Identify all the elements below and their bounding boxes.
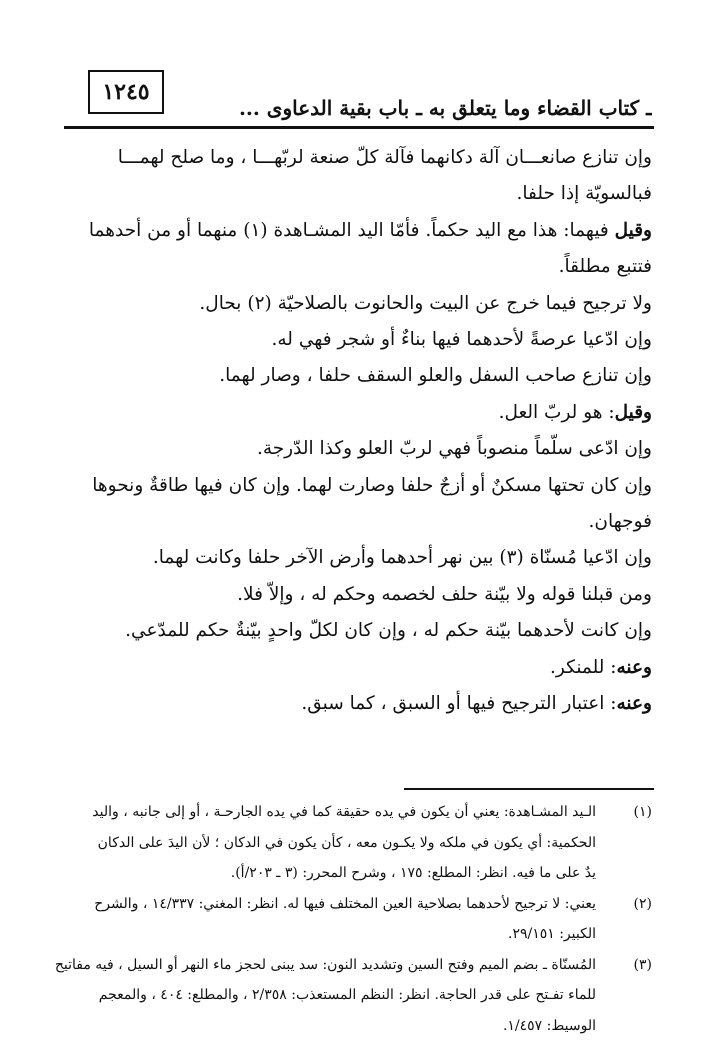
text-line: وإن تنازع صاحب السفل والعلو السقف حلفا ، وصار لهما.	[219, 365, 652, 387]
paragraph	[66, 286, 652, 322]
text-line: ولا ترجيح فيما خرج عن البيت والحانوت بالصلاحيّة (٢) بحال.	[199, 292, 652, 314]
footnote-line: الـيد المشـاهدة: يعني أن يكون في يده حقيقة كما في يده الجارحـة ، أو إلى جانبه ، واليد	[92, 804, 596, 820]
keyword: وعنه	[616, 693, 652, 715]
footnote-line: الوسيط: ١/٤٥٧.	[502, 1017, 596, 1034]
text-run: فيهما: هذا مع اليد حكماً. فأمّا اليد المشـاهدة (١) منهما أو من أحدهما	[88, 219, 615, 241]
footnotes	[54, 797, 652, 1041]
page-number: ١٢٤٥	[88, 70, 164, 114]
footnote-rule	[404, 788, 654, 790]
running-title: ـ كتاب القضاء وما يتعلق به ـ باب بقية الدعاوى ...	[238, 96, 652, 120]
text-line: وإن ادّعى سلّماً منصوباً فهي لربّ العلو وكذا الدّرجة.	[256, 438, 652, 460]
footnote	[54, 950, 652, 1042]
text-line: وإن كانت لأحدهما بيّنة حكم له ، وإن كان لكلّ واحدٍ بيّنةٌ حكم للمدّعي.	[125, 620, 652, 642]
footnote	[66, 797, 652, 889]
text-line	[66, 686, 652, 722]
paragraph	[66, 577, 652, 613]
text-line: فتتبع مطلقاً.	[558, 256, 652, 278]
text-line: وإن كان تحتها مسكنٌ أو أزجٌ حلفا وصارت لهما. وإن كان فيها طاقةٌ ونحوها	[92, 474, 652, 496]
paragraph	[66, 322, 652, 358]
footnote-line: الحكمية: أي يكون في ملكه ولا يكـون معه ، كأن يكون في الدكان ؛ لأن اليدَ على الدكان	[97, 834, 596, 851]
text-line: وإن ادّعيا مُسنّاة (٣) بين نهر أحدهما وأرض الآخر حلفا وكانت لهما.	[152, 547, 652, 569]
footnote	[66, 889, 652, 950]
paragraph	[66, 650, 652, 686]
footnote-body	[66, 797, 596, 889]
footnote-number: (٢)	[633, 895, 652, 912]
text-line: ومن قبلنا قوله ولا بيّنة حلف لخصمه وحكم له ، وإلاّ فلا.	[237, 583, 652, 605]
text-line: وإن تنازع صانعـــان آلة دكانهما فآلة كلّ صنعة لربّهـــا ، وما صلح لهمـــا	[117, 147, 652, 168]
text-line	[66, 395, 652, 431]
paragraph	[66, 540, 652, 576]
text-line: فبالسويّة إذا حلفا.	[516, 183, 652, 205]
paragraph	[66, 431, 652, 467]
footnote-body	[55, 950, 596, 1042]
text-run: : اعتبار الترجيح فيها أو السبق ، كما سبق.	[301, 693, 617, 715]
text-run: : للمنكر.	[550, 656, 617, 678]
keyword: وعنه	[616, 656, 652, 678]
paragraph	[66, 395, 652, 431]
footnote-line: يعني: لا ترجيح لأحدهما بصلاحية العين المختلف فيها له. انظر: المغني: ١٤/٣٣٧ ، والشرح	[94, 895, 596, 912]
text-line: وإن ادّعيا عرصةً لأحدهما فيها بناءٌ أو شجر فهي له.	[271, 329, 652, 351]
paragraph	[66, 358, 652, 394]
footnote-line: المُسنّاة ـ بضم الميم وفتح السين وتشديد النون: سد يبنى لحجز ماء النهر أو السيل ، فيه مفاتيح	[54, 956, 596, 973]
footnote-number: (٣)	[633, 956, 652, 973]
text-run: : هو لربّ العل.	[498, 401, 615, 423]
paragraph	[66, 213, 652, 286]
body-text	[66, 140, 652, 723]
paragraph	[66, 613, 652, 649]
footnote-line: الكبير: ٢٩/١٥١.	[507, 926, 596, 942]
text-line: فوجهان.	[588, 511, 652, 533]
footnote-line: للماء تفـتح على قدر الحاجة. انظر: النظم المستعذب: ٢/٣٥٨ ، والمطلع: ٤٠٤ ، والمعجم	[98, 987, 596, 1003]
footnote-body	[66, 889, 596, 950]
keyword: وقيل	[614, 401, 652, 423]
header-rule	[64, 126, 654, 129]
paragraph	[66, 686, 652, 722]
footnote-line: يدٌ على ما فيه. انظر: المطلع: ١٧٥ ، وشرح المحرر: (٣ ـ ٢٠٣/أ).	[230, 865, 596, 881]
footnote-number: (١)	[633, 804, 652, 820]
keyword: وقيل	[614, 219, 652, 241]
paragraph	[66, 468, 652, 541]
text-line	[66, 650, 652, 686]
paragraph	[66, 140, 652, 213]
text-line	[66, 213, 652, 249]
